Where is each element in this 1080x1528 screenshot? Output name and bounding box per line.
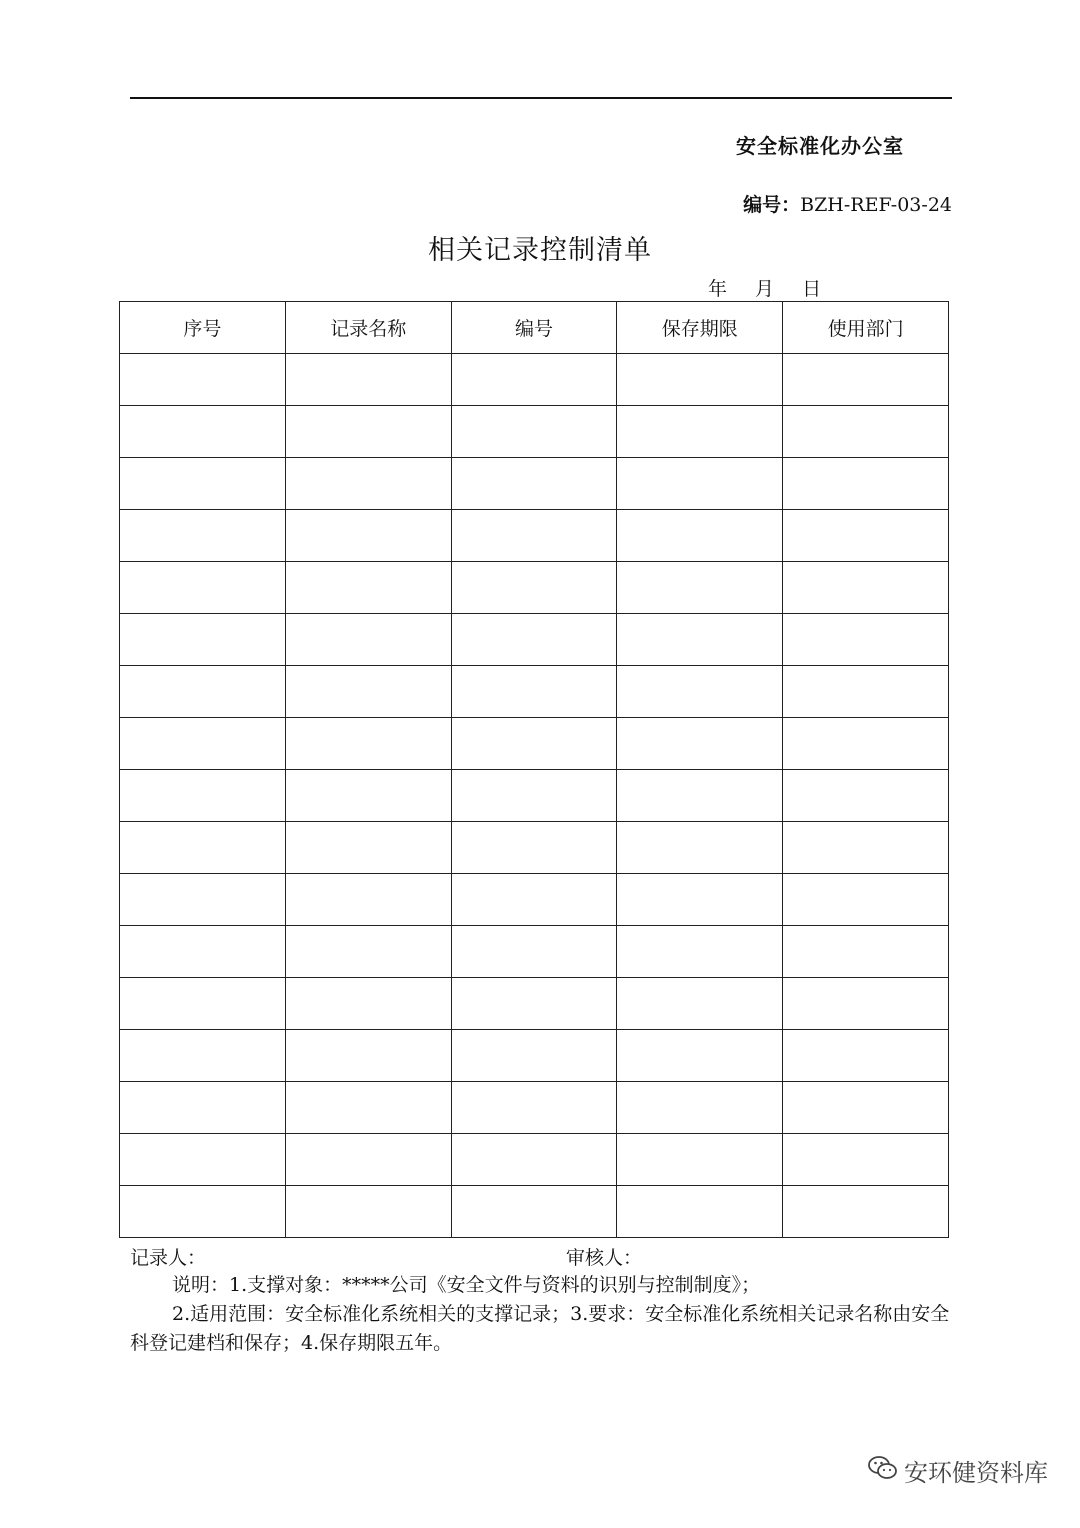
reviewer-label: 审核人： xyxy=(566,1247,643,1269)
table-cell xyxy=(783,562,949,614)
table-cell xyxy=(451,406,617,458)
header-rule xyxy=(130,97,952,99)
table-cell xyxy=(783,510,949,562)
table-cell xyxy=(783,874,949,926)
table-row xyxy=(120,666,949,718)
table-cell xyxy=(285,562,451,614)
table-cell xyxy=(617,562,783,614)
table-cell xyxy=(451,1134,617,1186)
table-cell xyxy=(120,1030,286,1082)
table-cell xyxy=(451,770,617,822)
table-cell xyxy=(617,822,783,874)
table-cell xyxy=(451,510,617,562)
table-row xyxy=(120,1082,949,1134)
office-name: 安全标准化办公室 xyxy=(736,134,904,158)
table-cell xyxy=(617,510,783,562)
notes xyxy=(130,1271,952,1358)
table-cell xyxy=(783,666,949,718)
table-cell xyxy=(120,666,286,718)
table-row xyxy=(120,458,949,510)
table-cell xyxy=(783,1134,949,1186)
table-cell xyxy=(285,614,451,666)
table-cell xyxy=(451,718,617,770)
table-row xyxy=(120,926,949,978)
watermark-text: 安环健资料库 xyxy=(904,1459,1048,1487)
table-cell xyxy=(783,926,949,978)
table-cell xyxy=(120,978,286,1030)
table-cell xyxy=(120,822,286,874)
table-cell xyxy=(120,874,286,926)
table-cell xyxy=(451,1082,617,1134)
table-cell xyxy=(617,978,783,1030)
watermark xyxy=(868,1453,1048,1488)
table-cell xyxy=(285,458,451,510)
table-cell xyxy=(783,770,949,822)
table-row xyxy=(120,1134,949,1186)
table-cell xyxy=(120,770,286,822)
table-cell xyxy=(285,1030,451,1082)
signers xyxy=(130,1243,950,1271)
table-row xyxy=(120,770,949,822)
table-cell xyxy=(120,1082,286,1134)
table-cell xyxy=(285,1082,451,1134)
table-cell xyxy=(451,874,617,926)
document-code-value: BZH-REF-03-24 xyxy=(800,194,952,216)
table-cell xyxy=(285,718,451,770)
column-header-code: 编号 xyxy=(451,302,617,354)
table-cell xyxy=(451,614,617,666)
table-body xyxy=(120,354,949,1238)
document-code-label: 编号： xyxy=(743,194,801,216)
column-header-department: 使用部门 xyxy=(783,302,949,354)
table-cell xyxy=(285,510,451,562)
table-cell xyxy=(783,822,949,874)
table-cell xyxy=(285,1186,451,1238)
table-cell xyxy=(617,1186,783,1238)
table-cell xyxy=(285,354,451,406)
recorder-label: 记录人： xyxy=(130,1247,207,1269)
table-cell xyxy=(783,614,949,666)
table-cell xyxy=(120,458,286,510)
table-cell xyxy=(120,406,286,458)
table-cell xyxy=(617,874,783,926)
table-cell xyxy=(285,978,451,1030)
column-header-record-name: 记录名称 xyxy=(285,302,451,354)
table-cell xyxy=(285,1134,451,1186)
table-cell xyxy=(120,562,286,614)
table-cell xyxy=(451,458,617,510)
table-cell xyxy=(783,1082,949,1134)
table-cell xyxy=(451,978,617,1030)
table-cell xyxy=(617,614,783,666)
table-cell xyxy=(617,458,783,510)
table-row xyxy=(120,1030,949,1082)
table-cell xyxy=(451,1186,617,1238)
table-cell xyxy=(285,822,451,874)
table-cell xyxy=(120,354,286,406)
table-cell xyxy=(451,562,617,614)
table-cell xyxy=(617,718,783,770)
table-cell xyxy=(451,822,617,874)
table-header-row xyxy=(120,302,949,354)
table-cell xyxy=(617,1030,783,1082)
record-table xyxy=(119,301,949,1238)
table-row xyxy=(120,614,949,666)
table-row xyxy=(120,874,949,926)
document-title: 相关记录控制清单 xyxy=(428,235,652,266)
table-cell xyxy=(617,1134,783,1186)
document-code xyxy=(743,190,952,217)
note-line-1: 说明：1.支撑对象：*****公司《安全文件与资料的识别与控制制度》； xyxy=(172,1274,761,1296)
table-cell xyxy=(617,770,783,822)
table-cell xyxy=(285,874,451,926)
table-cell xyxy=(617,406,783,458)
column-header-index: 序号 xyxy=(120,302,286,354)
note-line-2: 2.适用范围：安全标准化系统相关的支撑记录；3.要求：安全标准化系统相关记录名称由安全科登记建档和保存；4.保存期限五年。 xyxy=(130,1303,950,1354)
table-cell xyxy=(451,1030,617,1082)
table-cell xyxy=(783,1030,949,1082)
table-row xyxy=(120,354,949,406)
table-cell xyxy=(285,406,451,458)
table-cell xyxy=(451,354,617,406)
table-row xyxy=(120,1186,949,1238)
wechat-icon xyxy=(868,1455,898,1487)
table-cell xyxy=(285,666,451,718)
table-cell xyxy=(451,666,617,718)
table-cell xyxy=(285,926,451,978)
table-cell xyxy=(120,718,286,770)
table-cell xyxy=(285,770,451,822)
table-row xyxy=(120,718,949,770)
table-row xyxy=(120,562,949,614)
table-cell xyxy=(120,1186,286,1238)
table-cell xyxy=(783,354,949,406)
table-cell xyxy=(783,458,949,510)
table-cell xyxy=(783,718,949,770)
table-cell xyxy=(783,406,949,458)
table-row xyxy=(120,406,949,458)
table-cell xyxy=(120,1134,286,1186)
table-cell xyxy=(120,510,286,562)
table-row xyxy=(120,978,949,1030)
table-cell xyxy=(783,978,949,1030)
table-cell xyxy=(617,926,783,978)
table-cell xyxy=(783,1186,949,1238)
table-cell xyxy=(120,926,286,978)
table-cell xyxy=(617,354,783,406)
table-cell xyxy=(617,1082,783,1134)
table-cell xyxy=(120,614,286,666)
table-cell xyxy=(451,926,617,978)
table-row xyxy=(120,822,949,874)
table-row xyxy=(120,510,949,562)
table-cell xyxy=(617,666,783,718)
date-line: 年 月 日 xyxy=(708,278,822,300)
column-header-retention: 保存期限 xyxy=(617,302,783,354)
